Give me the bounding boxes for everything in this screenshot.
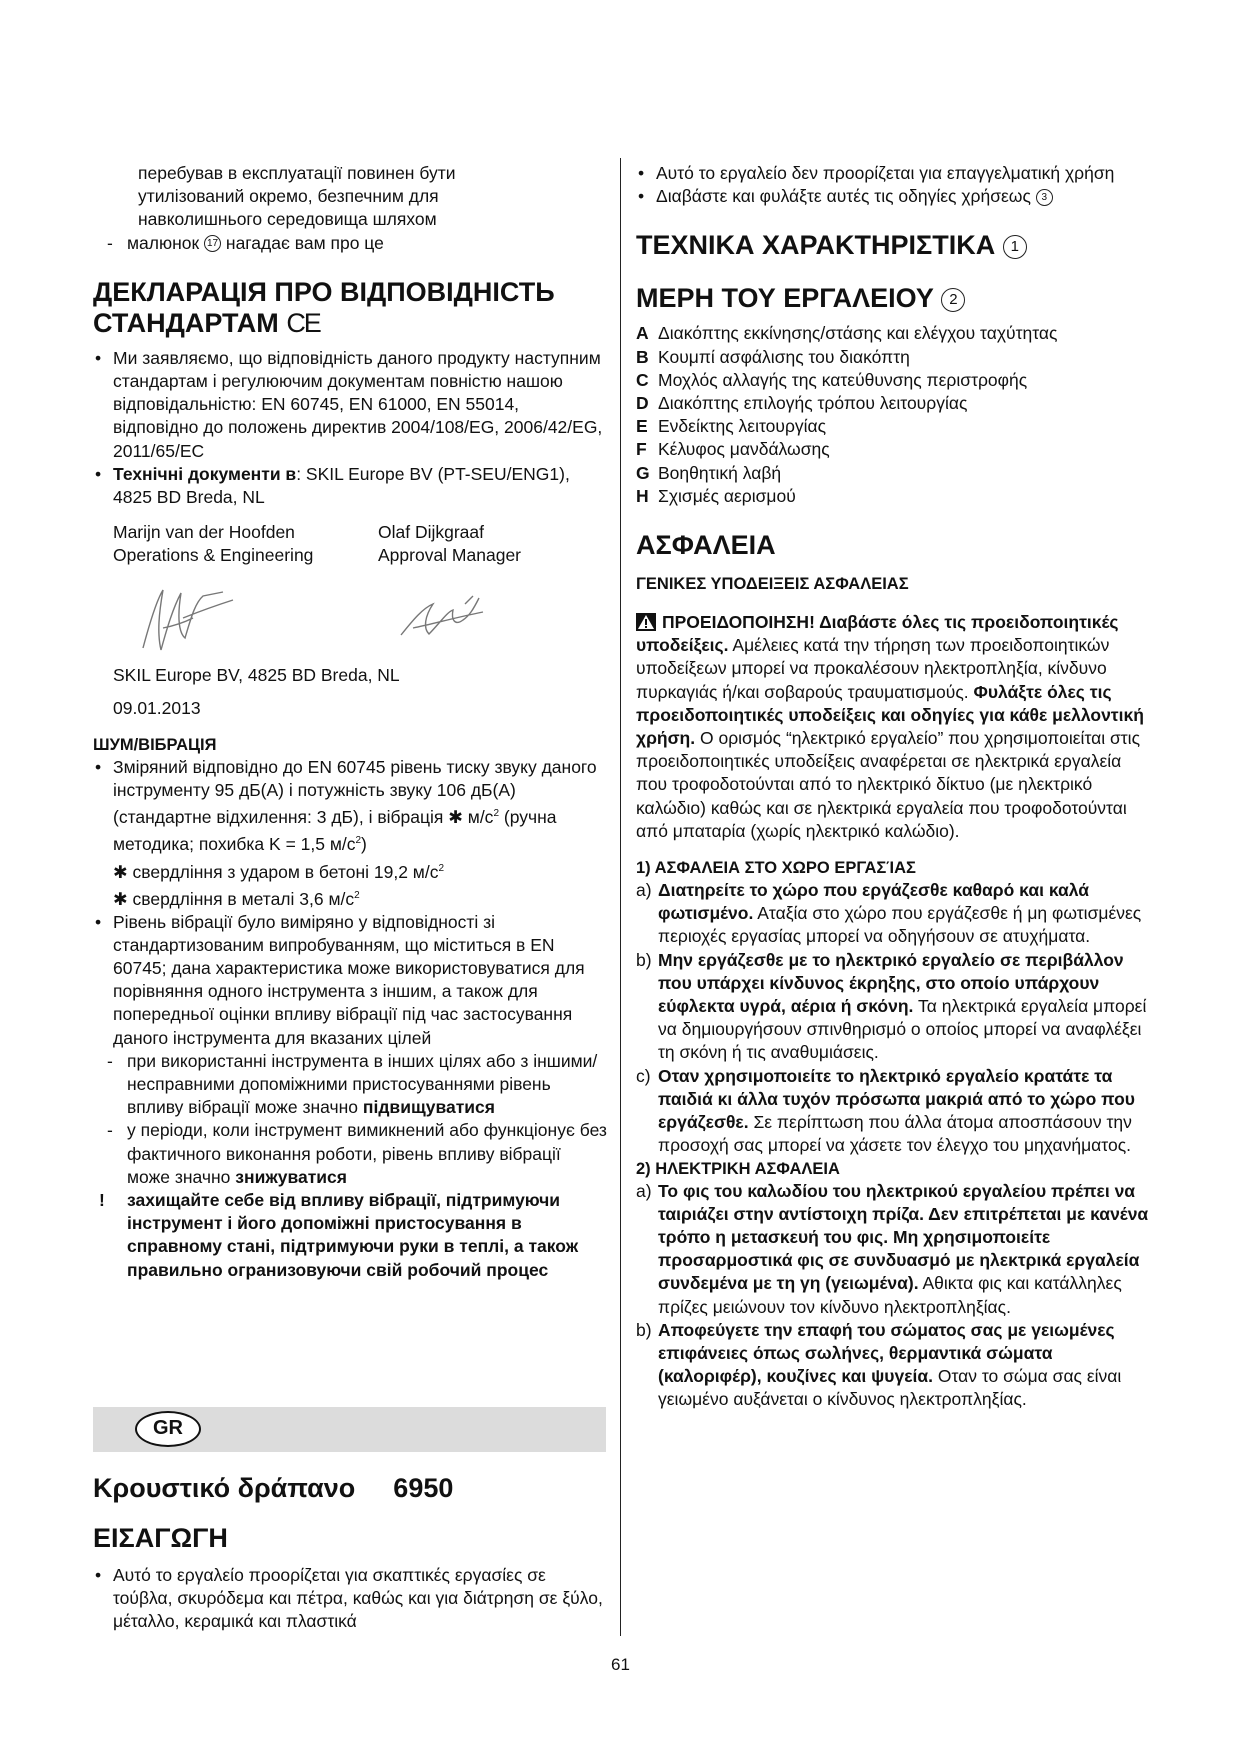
general-safety-title: ΓΕΝΙΚΕΣ ΥΠΟΔΕΙΞΕΙΣ ΑΣΦΑΛΕΙΑΣ bbox=[636, 575, 909, 594]
list-item: F Κέλυφος μανδάλωσης bbox=[636, 439, 830, 460]
signatory-1-role: Operations & Engineering bbox=[113, 545, 314, 566]
electrical-safety-title: 2) ΗΛΕΚΤΡΙΚΗ ΑΣΦΑΛΕΙΑ bbox=[636, 1159, 840, 1178]
signature-area bbox=[93, 568, 608, 664]
figure-reference: - малюнок 17 нагадає вам про це bbox=[93, 232, 608, 255]
signature-2-icon bbox=[393, 590, 493, 650]
signatory-2-name: Olaf Dijkgraaf bbox=[378, 522, 485, 543]
electrical-item-b: b) Αποφεύγετε την επαφή του σώματος σας με γειωμένες επιφάνειες όπως σωλήνες, θερμαντικά σώματα (καλοριφέρ), κουζίνες και ψυγεία. Οταν το σώμα σας είναι γειωμένο αυξάνεται ο κίνδυνος ηλεκτροπληξίας. bbox=[636, 1319, 1122, 1410]
signatory-1-name: Marijn van der Hoofden bbox=[113, 522, 295, 543]
work-area-item-b: b) Μην εργάζεσθε με το ηλεκτρικό εργαλείο σε περιβάλλον που υπάρχει κίνδυνος έκρηξης, στο οποίο υπάρχουν εύφλεκτα υγρά, αέρια ή σκόνη. Τα ηλεκτρικά εργαλεία μπορεί να δημιουργήσουν σπινθηρισμό ο οποίος μπορεί να αναφλέξει τη σκόνη ή τις αναθυμιάσεις. bbox=[636, 949, 1147, 1063]
product-title bbox=[93, 1473, 453, 1504]
warning-triangle-icon bbox=[636, 613, 656, 631]
declaration-date: 09.01.2013 bbox=[113, 697, 201, 718]
list-item: H Σχισμές αερισμού bbox=[636, 485, 796, 506]
declaration-bullet: • Ми заявляємо, що відповідність даного продукту наступним стандартам і регулюючим документам повністю нашою відповідальністю: EN 60745, EN 61000, EN 55014, відповідно до положень директив 2004/108/EG, 2006/42/EG, 2011/65/EC bbox=[93, 347, 608, 463]
left-column bbox=[93, 162, 608, 1282]
language-band bbox=[93, 1407, 606, 1452]
intro-bullet-2: • Αυτό το εργαλείο δεν προορίζεται για επαγγελματική χρήση bbox=[636, 162, 1151, 185]
page-number: 61 bbox=[611, 1655, 630, 1674]
work-area-safety-title: 1) ΑΣΦΑΛΕΙΑ ΣΤΟ ΧΩΡΟ ΕΡΓΑΣΊΑΣ bbox=[636, 859, 916, 878]
technical-docs-bullet: • Технічні документи в: SKIL Europe BV (PT-SEU/ENG1), 4825 BD Breda, NL bbox=[93, 463, 608, 509]
column-divider bbox=[620, 158, 621, 1636]
list-item: A Διακόπτης εκκίνησης/στάσης και ελέγχου ταχύτητας bbox=[636, 323, 1058, 344]
electrical-item-a: a) Το φις του καλωδίου του ηλεκτρικού εργαλείου πρέπει να ταιριάζει στην αντίστοιχη πρίζα. Δεν επιτρέπεται με κανένα τρόπο η μετασκευή του φις. Μη χρησιμοποιείτε προσαρμοστικά φις σε συνδυασμό με ηλεκτρικά εργαλεία συνδεμένα με τη γη (γειωμένα). Αθικτα φις και κατάλληλες πρίζες μειώνουν τον κίνδυνο ηλεκτροπληξίας. bbox=[636, 1180, 1149, 1317]
declaration-title: ДЕКЛАРАЦІЯ ПРО ВІДПОВІДНІСТЬ СТАНДАРТАМ CE bbox=[93, 276, 555, 338]
list-item: G Βοηθητική λαβή bbox=[636, 462, 782, 483]
vibration-increase-note: - при використанні інструмента в інших цілях або з іншими/несправними допоміжними пристосуваннями рівень впливу вібрації може значно підвищуватися bbox=[93, 1050, 608, 1120]
work-area-item-c: c) Οταν χρησιμοποιείτε το ηλεκτρικό εργαλείο κρατάτε τα παιδιά κι άλλα τυχόν πρόσωπα μακριά από το χώρο που εργάζεσθε. Σε περίπτωση που άλλα άτομα αποσπάσουν την προσοχή σας μπορεί να χάσετε τον έλεγχο του μηχανήματος. bbox=[636, 1065, 1135, 1156]
noise-vibration-title: ШУМ/ВІБРАЦІЯ bbox=[93, 736, 217, 755]
work-area-item-a: a) Διατηρείτε το χώρο που εργάζεσθε καθαρό και καλά φωτισμένο. Αταξία στο χώρο που εργάζεσθε ή μη φωτισμένες περιοχές εργασίας μπορεί να οδηγήσουν σε ατυχήματα. bbox=[636, 880, 1142, 947]
vibration-decrease-note: - у періоди, коли інструмент вимикнений або функціонує без фактичного виконання роботи, рівень впливу вібрації може значно знижуватися bbox=[93, 1119, 608, 1189]
disposal-continuation: перебував в експлуатації повинен бути утилізований окремо, безпечним для навколишнього середовища шляхом bbox=[138, 163, 456, 230]
technical-data-title: ΤΕΧΝΙΚΑ ΧΑΡΑΚΤΗΡΙΣΤΙΚΑ 1 bbox=[636, 230, 1151, 261]
list-item: C Μοχλός αλλαγής της κατεύθυνσης περιστροφής bbox=[636, 369, 1028, 390]
safety-warning: ΠΡΟΕΙΔΟΠΟΙΗΣΗ! Διαβάστε όλες τις προειδοποιητικές υποδείξεις. Αμέλειες κατά την τήρηση των προειδοποιητικών υποδείξεων μπορεί να προκαλέσουν ηλεκτροπληξία, κίνδυνο πυρκαγιάς ή/και σοβαρούς τραυματισμούς. Φυλάξτε όλες τις προειδοποιητικές υποδείξεις και οδηγίες για κάθε μελλοντική χρήση. Ο ορισμός “ηλεκτρικό εργαλείο” που χρησιμοποιείται στις προειδοποιητικές υποδείξεις αναφέρεται σε ηλεκτρικά εργαλεία που τροφοδοτούνται από το ηλεκτρικό δίκτυο (με ηλεκτρικό καλώδιο) καθώς και σε ηλεκτρικά εργαλεία που τροφοδοτούνται από μπαταρία (χωρίς ηλεκτρικό καλώδιο). bbox=[636, 612, 1144, 841]
safety-title: ΑΣΦΑΛΕΙΑ bbox=[636, 530, 776, 561]
exclamation-icon: ! bbox=[99, 1190, 105, 1211]
figure-number-badge: 3 bbox=[1036, 189, 1053, 206]
product-code: 6950 bbox=[393, 1473, 454, 1503]
intro-bullet-1: • Αυτό το εργαλείο προορίζεται για σκαπτικές εργασίες σε τούβλα, σκυρόδεμα και πέτρα, καθώς και για διάτρηση σε ξύλο, μέταλλο, κεραμικά και πλαστικά bbox=[93, 1564, 608, 1634]
company-address: SKIL Europe BV, 4825 BD Breda, NL bbox=[113, 664, 400, 685]
intro-section bbox=[93, 1523, 608, 1634]
intro-bullet-3: • Διαβάστε και φυλάξτε αυτές τις οδηγίες χρήσεως 3 bbox=[636, 185, 1151, 208]
product-name: Κρουστικό δράπανο bbox=[93, 1473, 356, 1503]
language-badge: GR bbox=[135, 1411, 201, 1447]
figure-number-badge: 17 bbox=[204, 235, 221, 252]
list-item: D Διακόπτης επιλογής τρόπου λειτουργίας bbox=[636, 393, 968, 414]
list-item: B Κουμπί ασφάλισης του διακόπτη bbox=[636, 346, 910, 367]
signatories bbox=[93, 521, 608, 567]
figure-number-badge: 1 bbox=[1003, 235, 1027, 259]
intro-title: ΕΙΣΑΓΩΓΗ bbox=[93, 1523, 228, 1553]
signature-1-icon bbox=[133, 578, 243, 660]
vibration-protection-note: ! захищайте себе від впливу вібрації, підтримуючи інструмент і його допоміжні пристосування в справному стані, підтримуючи руки в теплі, а також правильно огранизовуючи свій робочий процес bbox=[99, 1190, 579, 1280]
tool-parts-title: ΜΕΡΗ ΤΟΥ ΕΡΓΑΛΕΙΟΥ 2 bbox=[636, 283, 1151, 314]
noise-bullet-2: • Рівень вібрації було виміряно у відповідності зі стандартизованим випробуванням, що міститься в EN 60745; дана характеристика може використовуватися для порівняння одного інструмента з іншим, а також для попередньої оцінки впливу вібрації під час застосування даного інструмента для вказаних цілей bbox=[93, 911, 608, 1050]
figure-number-badge: 2 bbox=[941, 288, 965, 312]
right-column bbox=[636, 162, 1151, 1412]
list-item: E Ενδείκτης λειτουργίας bbox=[636, 416, 827, 437]
signatory-2-role: Approval Manager bbox=[378, 545, 521, 566]
parts-list bbox=[636, 322, 1151, 508]
noise-bullet-1: • Зміряний відповідно до EN 60745 рівень тиску звуку даного інструменту 95 дБ(A) і потужність звуку 106 дБ(A) (стандартне відхилення: 3 дБ), і вібрація ✱ $м/с^2$ (ручна методика; похибка K = 1,5 $м/с^2$) ✱ свердління з ударом в бетоні 19,2 $м/с^2$ ✱ свердління в металі 3,6 $м/с^2$ bbox=[93, 756, 608, 911]
ce-mark: CE bbox=[286, 307, 320, 338]
